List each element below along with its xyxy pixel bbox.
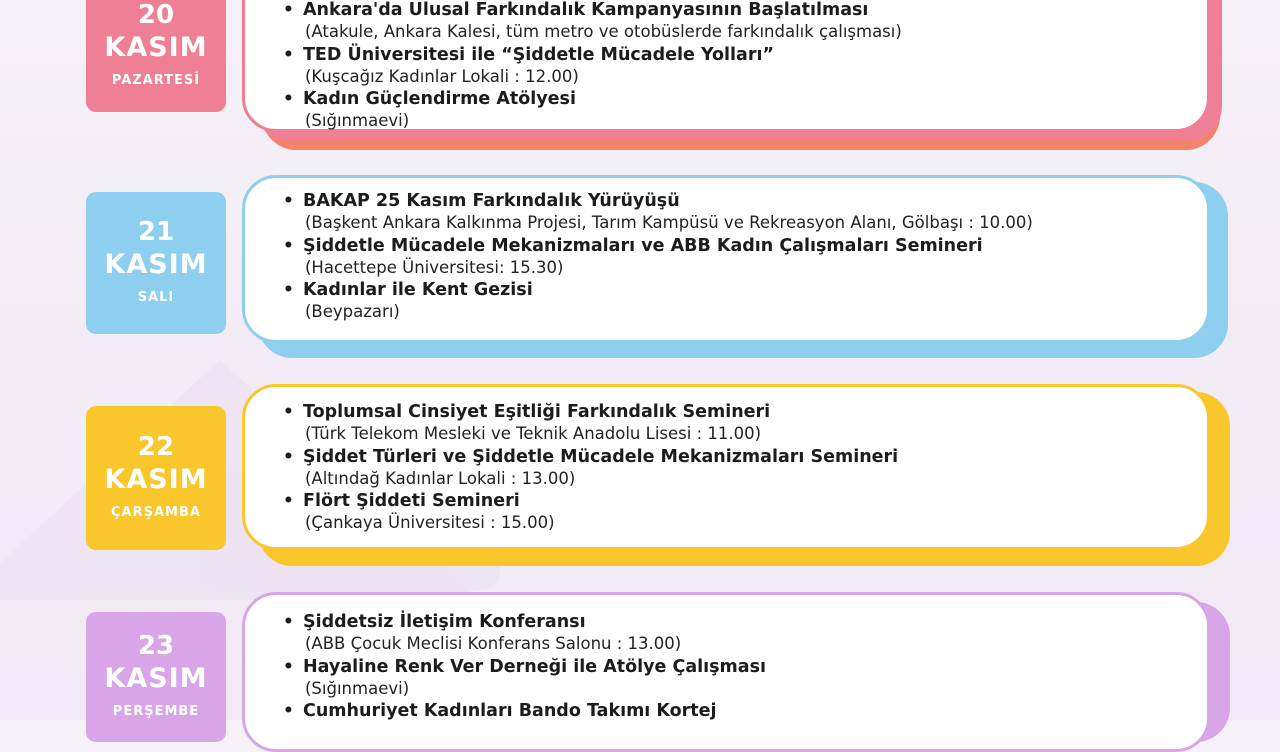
event-list (303, 0, 902, 133)
day-month: KASIM (104, 32, 208, 63)
event-card-thursday (242, 592, 1210, 752)
event-item (303, 190, 1033, 235)
event-card-tuesday (242, 175, 1210, 343)
event-item (303, 611, 766, 656)
day-weekday: PERŞEMBE (112, 704, 200, 719)
event-title: • Şiddetle Mücadele Mekanizmaları ve ABB Kadın Çalışmaları Semineri (303, 235, 1033, 257)
event-item (303, 44, 902, 89)
event-detail: (Beypazarı) (305, 302, 400, 321)
event-detail: (Hacettepe Üniversitesi: 15.30) (305, 257, 564, 277)
event-card-wednesday (242, 384, 1210, 550)
event-title: • Toplumsal Cinsiyet Eşitliği Farkındalık Semineri (303, 401, 898, 423)
event-title: • Şiddet Türleri ve Şiddetle Mücadele Mekanizmaları Semineri (303, 446, 898, 468)
event-title: • Ankara'da Ulusal Farkındalık Kampanyasının Başlatılması (303, 0, 902, 21)
event-item (303, 401, 898, 446)
day-weekday: ÇARŞAMBA (111, 505, 201, 520)
event-item (303, 490, 898, 535)
event-title: • Kadınlar ile Kent Gezisi (303, 279, 1033, 301)
event-title: • Flört Şiddeti Semineri (303, 490, 898, 512)
event-title: • BAKAP 25 Kasım Farkındalık Yürüyüşü (303, 190, 1033, 212)
day-badge-tuesday (86, 192, 226, 334)
event-item (303, 700, 766, 722)
day-month: KASIM (104, 464, 208, 495)
event-detail: (Altındağ Kadınlar Lokali : 13.00) (305, 468, 576, 488)
day-number: 21 (137, 217, 175, 247)
event-item (303, 656, 766, 701)
event-title: • Hayaline Renk Ver Derneği ile Atölye Çalışması (303, 656, 766, 678)
day-weekday: SALI (137, 290, 175, 305)
day-badge-wednesday (86, 406, 226, 550)
event-title: • Kadın Güçlendirme Atölyesi (303, 88, 902, 110)
event-item (303, 279, 1033, 324)
day-badge-monday (86, 0, 226, 112)
event-item (303, 235, 1033, 280)
event-detail: (Sığınmaevi) (305, 111, 410, 130)
event-detail: (ABB Çocuk Meclisi Konferans Salonu : 13.00) (305, 634, 682, 653)
event-detail: (Çankaya Üniversitesi : 15.00) (305, 513, 555, 532)
event-item (303, 0, 902, 44)
event-detail: (Türk Telekom Mesleki ve Teknik Anadolu Lisesi : 11.00) (305, 424, 762, 443)
day-number: 23 (137, 631, 175, 661)
event-item (303, 446, 898, 491)
day-month: KASIM (104, 663, 208, 694)
event-title: • TED Üniversitesi ile “Şiddetle Mücadele Yolları” (303, 44, 902, 66)
event-detail: (Başkent Ankara Kalkınma Projesi, Tarım Kampüsü ve Rekreasyon Alanı, Gölbaşı : 10.00) (305, 213, 1033, 232)
day-weekday: PAZARTESİ (111, 73, 201, 88)
event-detail: (Kuşcağız Kadınlar Lokali : 12.00) (305, 66, 579, 86)
day-badge-thursday (86, 612, 226, 742)
day-number: 22 (137, 432, 175, 462)
event-list (303, 611, 766, 722)
day-month: KASIM (104, 249, 208, 280)
event-detail: (Sığınmaevi) (305, 678, 410, 698)
event-card-monday (242, 0, 1210, 132)
event-list (303, 401, 898, 535)
event-list (303, 190, 1033, 324)
event-detail: (Atakule, Ankara Kalesi, tüm metro ve otobüslerde farkındalık çalışması) (305, 22, 902, 41)
event-title: • Cumhuriyet Kadınları Bando Takımı Kortej (303, 700, 766, 722)
event-item (303, 88, 902, 133)
event-title: • Şiddetsiz İletişim Konferansı (303, 611, 766, 633)
day-number: 20 (137, 0, 175, 30)
